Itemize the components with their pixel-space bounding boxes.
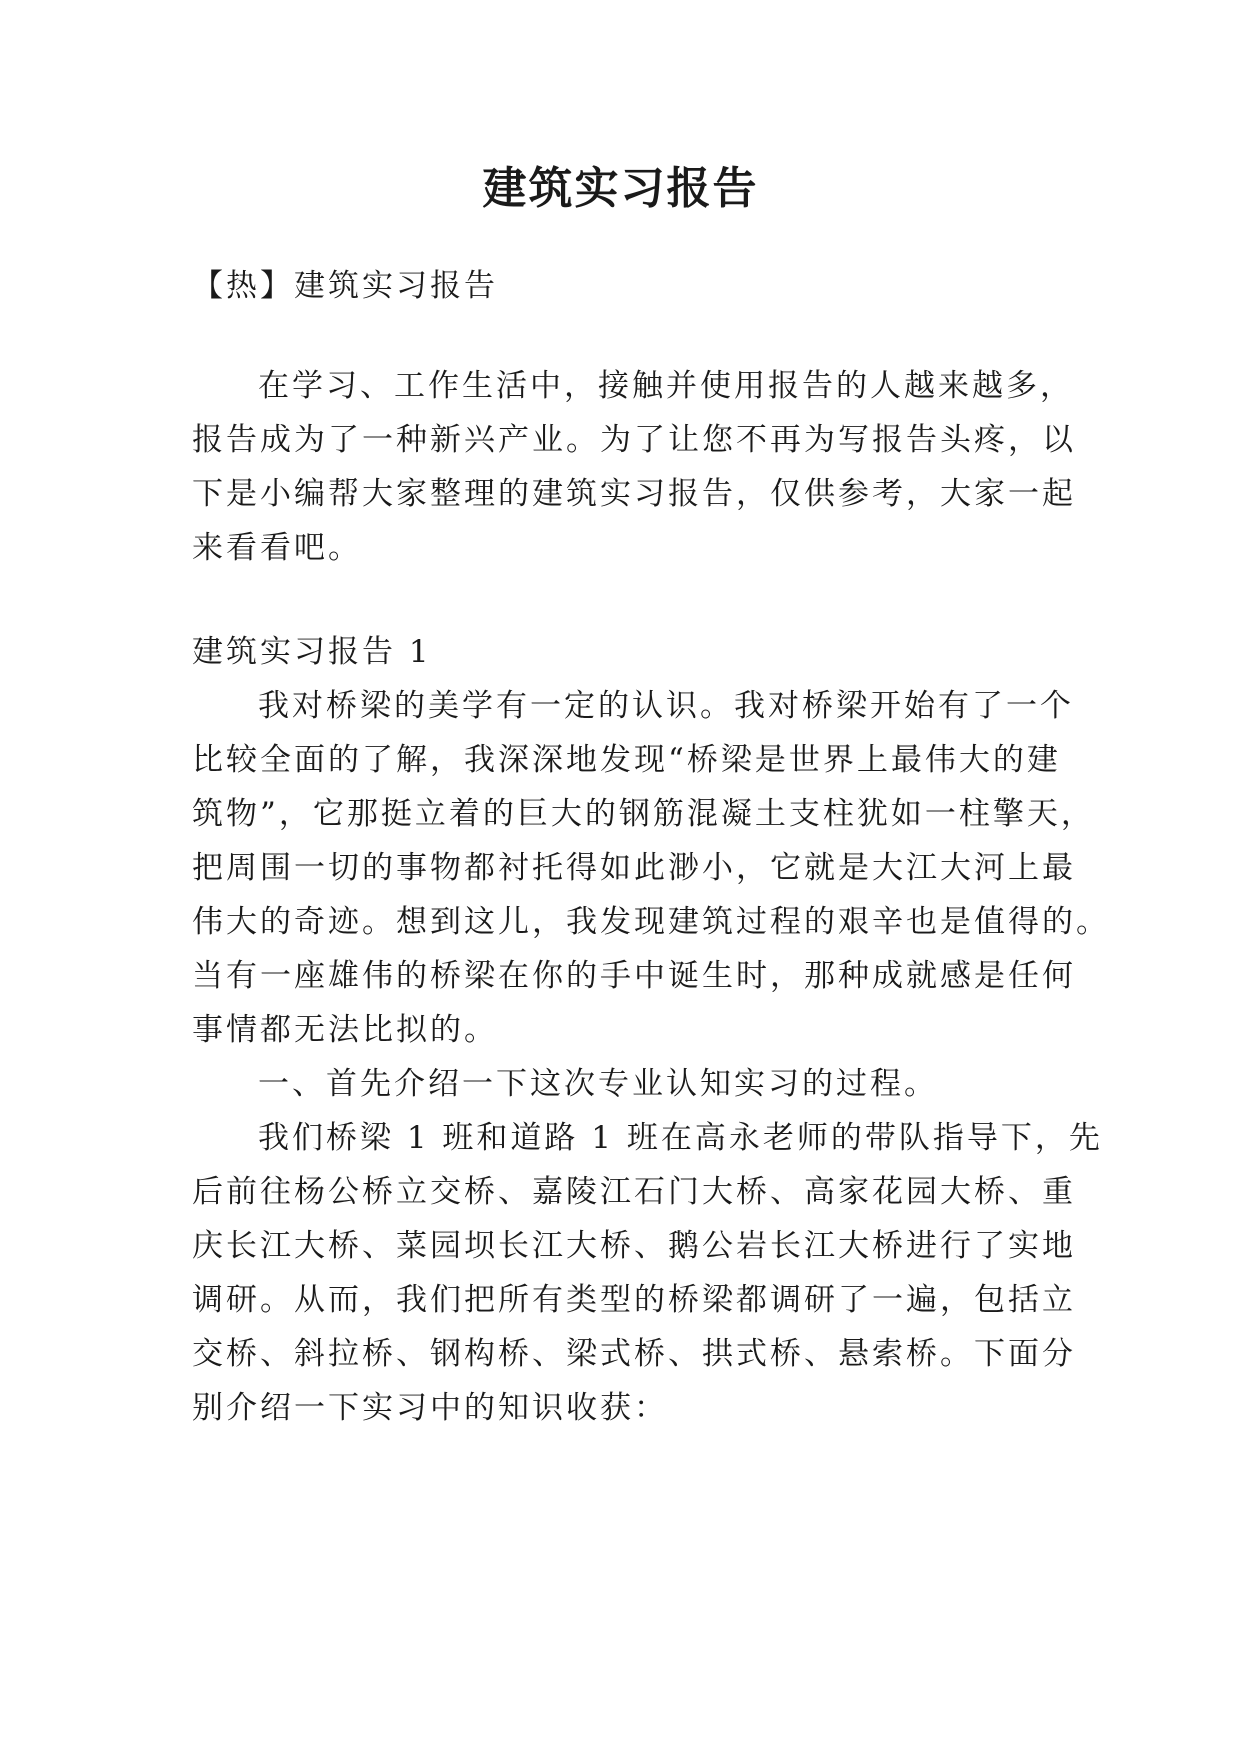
paragraph-line: 后前往杨公桥立交桥、嘉陵江石门大桥、高家花园大桥、重	[192, 1174, 1076, 1210]
section-heading: 建筑实习报告 1	[192, 634, 432, 670]
paragraph-line: 调研。从而，我们把所有类型的桥梁都调研了一遍，包括立	[192, 1282, 1076, 1318]
paragraph-line: 伟大的奇迹。想到这儿，我发现建筑过程的艰辛也是值得的。	[192, 904, 1110, 940]
paragraph-line: 比较全面的了解，我深深地发现“桥梁是世界上最伟大的建	[192, 742, 1061, 778]
paragraph-line: 庆长江大桥、菜园坝长江大桥、鹅公岩长江大桥进行了实地	[192, 1228, 1076, 1264]
paragraph-line: 一、首先介绍一下这次专业认知实习的过程。	[258, 1066, 938, 1102]
paragraph-line: 把周围一切的事物都衬托得如此渺小，它就是大江大河上最	[192, 850, 1076, 886]
paragraph-line: 我们桥梁 1 班和道路 1 班在高永老师的带队指导下，先	[258, 1120, 1103, 1156]
document-subtitle: 【热】建筑实习报告	[192, 268, 498, 304]
paragraph-line: 我对桥梁的美学有一定的认识。我对桥梁开始有了一个	[258, 688, 1074, 724]
intro-line: 来看看吧。	[192, 530, 362, 566]
intro-line: 报告成为了一种新兴产业。为了让您不再为写报告头疼，以	[192, 422, 1076, 458]
paragraph-line: 交桥、斜拉桥、钢构桥、梁式桥、拱式桥、悬索桥。下面分	[192, 1336, 1076, 1372]
intro-line: 下是小编帮大家整理的建筑实习报告，仅供参考，大家一起	[192, 476, 1076, 512]
document-title: 建筑实习报告	[482, 163, 759, 214]
paragraph-line: 当有一座雄伟的桥梁在你的手中诞生时，那种成就感是任何	[192, 958, 1076, 994]
paragraph-line: 筑物”，它那挺立着的巨大的钢筋混凝土支柱犹如一柱擎天，	[192, 796, 1095, 832]
intro-line: 在学习、工作生活中，接触并使用报告的人越来越多，	[258, 368, 1074, 404]
paragraph-line: 别介绍一下实习中的知识收获：	[192, 1390, 668, 1426]
paragraph-line: 事情都无法比拟的。	[192, 1012, 498, 1048]
